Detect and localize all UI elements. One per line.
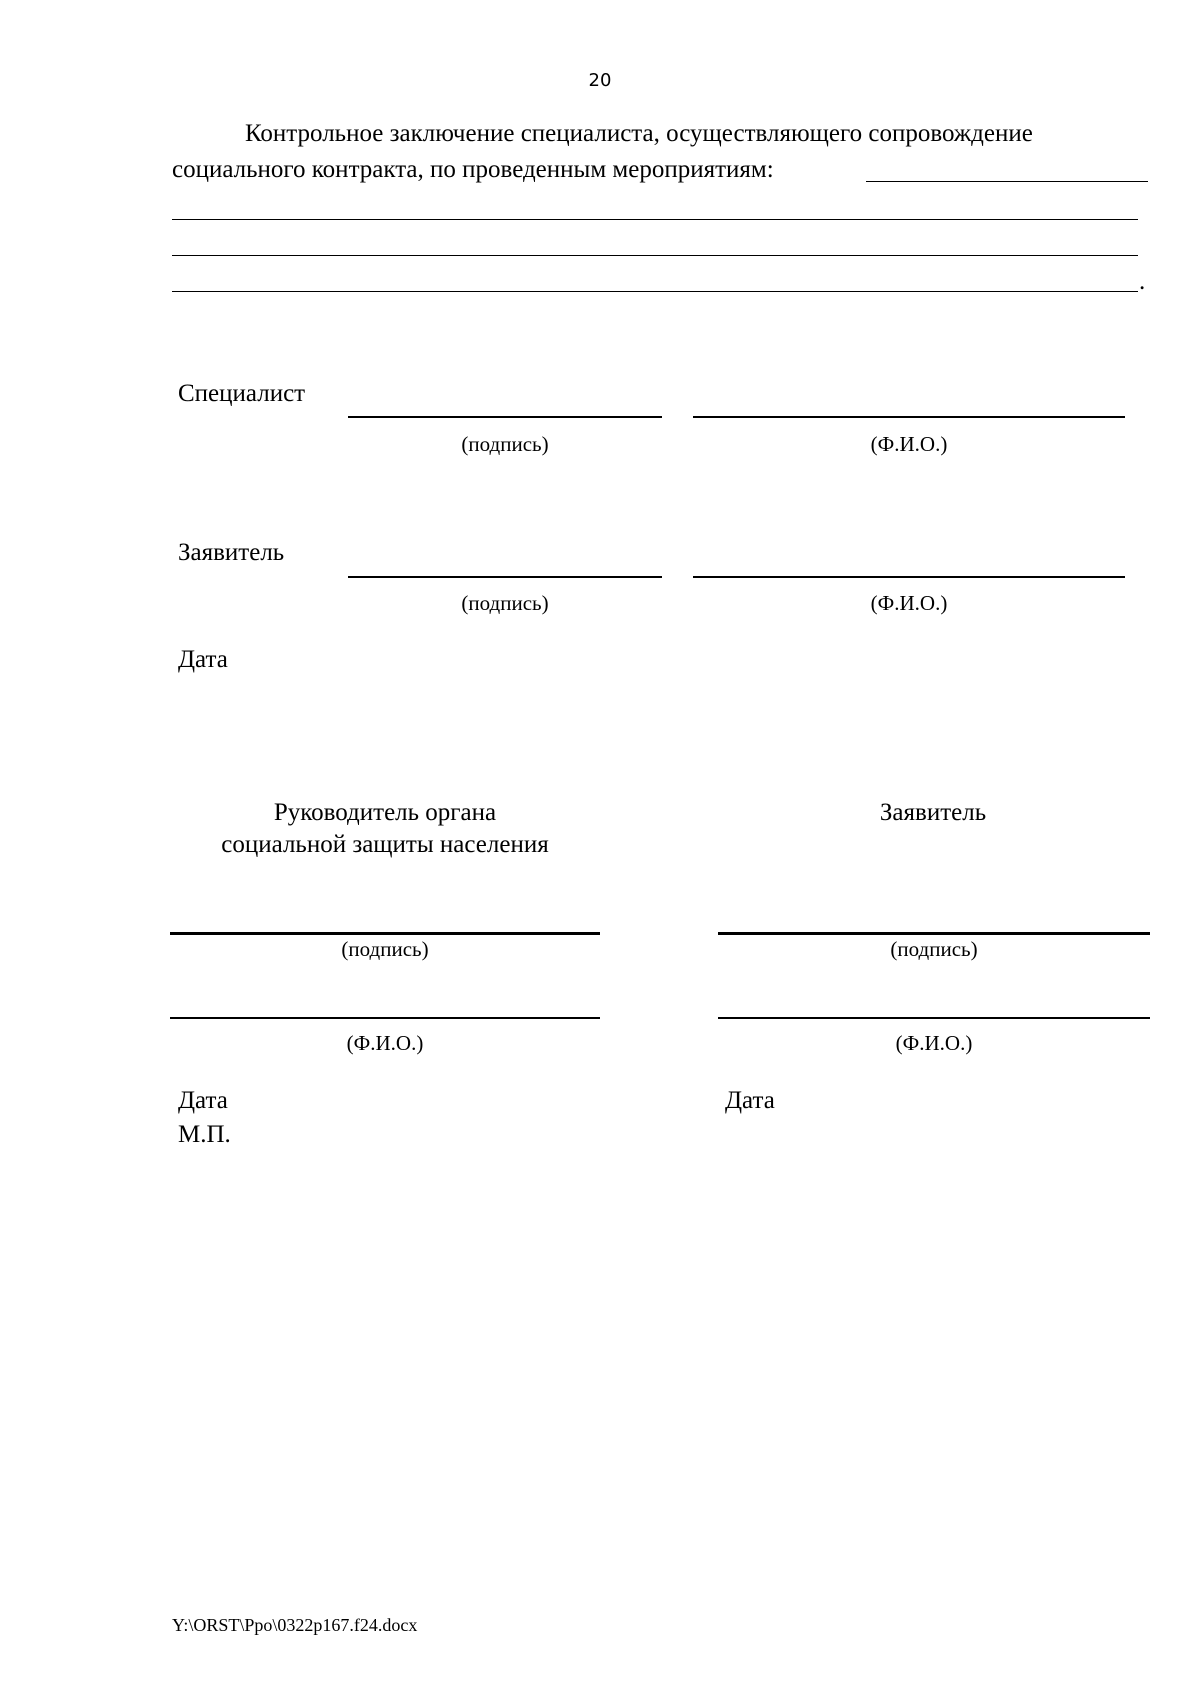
applicant-bottom-fio-line[interactable] [718, 1017, 1150, 1019]
applicant-bottom-fio-caption: (Ф.И.О.) [895, 1031, 973, 1055]
applicant-signature-caption: (подпись) [461, 591, 549, 615]
applicant-signature-line[interactable] [348, 576, 662, 578]
seal-label: М.П. [178, 1121, 231, 1148]
conclusion-text-line1: Контрольное заключение специалиста, осуществляющего сопровождение [245, 120, 1033, 147]
specialist-label: Специалист [178, 380, 306, 407]
page-number: 20 [588, 70, 612, 91]
head-fio-line[interactable] [170, 1017, 600, 1019]
head-date-label: Дата [178, 1087, 228, 1114]
applicant-title: Заявитель [879, 799, 987, 826]
conclusion-blank-line-1[interactable] [172, 219, 1138, 220]
specialist-signature-line[interactable] [348, 416, 662, 418]
head-signature-caption: (подпись) [341, 937, 429, 961]
head-title-line1: Руководитель органа [273, 799, 497, 826]
specialist-signature-caption: (подпись) [461, 432, 549, 456]
applicant-fio-line[interactable] [693, 576, 1125, 578]
head-fio-caption: (Ф.И.О.) [346, 1031, 424, 1055]
specialist-fio-caption: (Ф.И.О.) [870, 432, 948, 456]
applicant-label: Заявитель [178, 539, 285, 566]
conclusion-blank-line-0[interactable] [866, 181, 1148, 182]
conclusion-text-line2: социального контракта, по проведенным мероприятиям: [172, 156, 774, 183]
date-label: Дата [178, 646, 228, 673]
applicant-bottom-signature-line[interactable] [718, 932, 1150, 935]
head-signature-line[interactable] [170, 932, 600, 935]
conclusion-blank-line-2[interactable] [172, 255, 1138, 256]
specialist-fio-line[interactable] [693, 416, 1125, 418]
conclusion-blank-line-3[interactable] [172, 291, 1138, 292]
head-title-line2: социальной защиты населения [221, 831, 549, 858]
applicant-fio-caption: (Ф.И.О.) [870, 591, 948, 615]
conclusion-period: . [1139, 268, 1146, 295]
applicant-bottom-date-label: Дата [725, 1087, 775, 1114]
applicant-bottom-signature-caption: (подпись) [890, 937, 978, 961]
footer-file-path: Y:\ORST\Ppo\0322p167.f24.docx [172, 1615, 418, 1635]
